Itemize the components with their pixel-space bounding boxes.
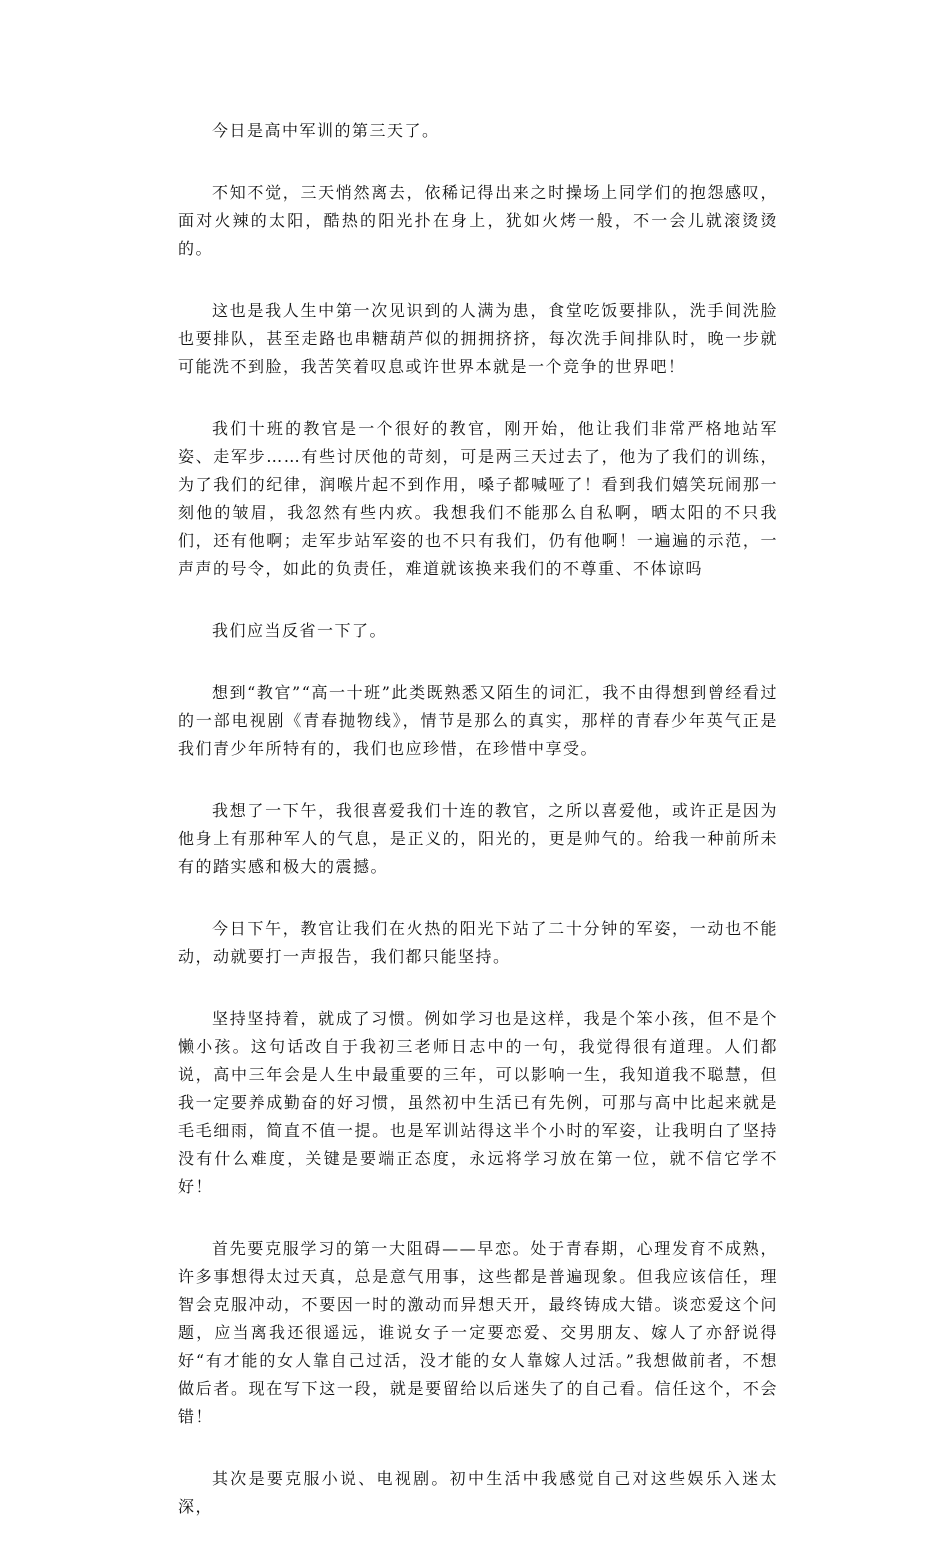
paragraph: 这也是我人生中第一次见识到的人满为患，食堂吃饭要排队，洗手间洗脸也要排队，甚至走路也串糖葫芦似的拥拥挤挤，每次洗手间排队时，晚一步就可能洗不到脸，我苦笑着叹息或许世界本就是一个竞争的世界吧！ xyxy=(178,301,778,376)
essay-body xyxy=(178,117,778,1555)
paragraph: 今日是高中军训的第三天了。 xyxy=(212,121,440,140)
paragraph: 我们应当反省一下了。 xyxy=(212,621,388,640)
paragraph: 我想了一下午，我很喜爱我们十连的教官，之所以喜爱他，或许正是因为他身上有那种军人的气息，是正义的，阳光的，更是帅气的。给我一种前所未有的踏实感和极大的震撼。 xyxy=(178,801,778,876)
paragraph: 首先要克服学习的第一大阻碍——早恋。处于青春期，心理发育不成熟，许多事想得太过天真，总是意气用事，这些都是普遍现象。但我应该信任，理智会克服冲动，不要因一时的激动而异想天开，最终铸成大错。谈恋爱这个问题，应当离我还很遥远，谁说女子一定要恋爱、交男朋友、嫁人了亦舒说得好“有才能的女人靠自己过活，没才能的女人靠嫁人过活。”我想做前者，不想做后者。现在写下这一段，就是要留给以后迷失了的自己看。信任这个，不会错！ xyxy=(178,1239,778,1426)
paragraph: 其次是要克服小说、电视剧。初中生活中我感觉自己对这些娱乐入迷太深， xyxy=(178,1469,778,1516)
paragraph: 坚持坚持着，就成了习惯。例如学习也是这样，我是个笨小孩，但不是个懒小孩。这句话改自于我初三老师日志中的一句，我觉得很有道理。人们都说，高中三年会是人生中最重要的三年，可以影响一生，我知道我不聪慧，但我一定要养成勤奋的好习惯，虽然初中生活已有先例，可那与高中比起来就是毛毛细雨，简直不值一提。也是军训站得这半个小时的军姿，让我明白了坚持没有什么难度，关键是要端正态度，永远将学习放在第一位，就不信它学不好！ xyxy=(178,1009,778,1196)
paragraph: 今日下午，教官让我们在火热的阳光下站了二十分钟的军姿，一动也不能动，动就要打一声报告，我们都只能坚持。 xyxy=(178,919,778,966)
paragraph: 想到“教官”“高一十班”此类既熟悉又陌生的词汇，我不由得想到曾经看过的一部电视剧《青春抛物线》，情节是那么的真实，那样的青春少年英气正是我们青少年所特有的，我们也应珍惜，在珍惜中享受。 xyxy=(178,683,778,758)
paragraph: 不知不觉，三天悄然离去，依稀记得出来之时操场上同学们的抱怨感叹，面对火辣的太阳，酷热的阳光扑在身上，犹如火烤一般，不一会儿就滚烫烫的。 xyxy=(178,183,778,258)
paragraph: 我们十班的教官是一个很好的教官，刚开始，他让我们非常严格地站军姿、走军步……有些讨厌他的苛刻，可是两三天过去了，他为了我们的训练，为了我们的纪律，润喉片起不到作用，嗓子都喊哑了！看到我们嬉笑玩闹那一刻他的皱眉，我忽然有些内疚。我想我们不能那么自私啊，晒太阳的不只我们，还有他啊；走军步站军姿的也不只有我们，仍有他啊！一遍遍的示范，一声声的号令，如此的负责任，难道就该换来我们的不尊重、不体谅吗 xyxy=(178,419,778,578)
